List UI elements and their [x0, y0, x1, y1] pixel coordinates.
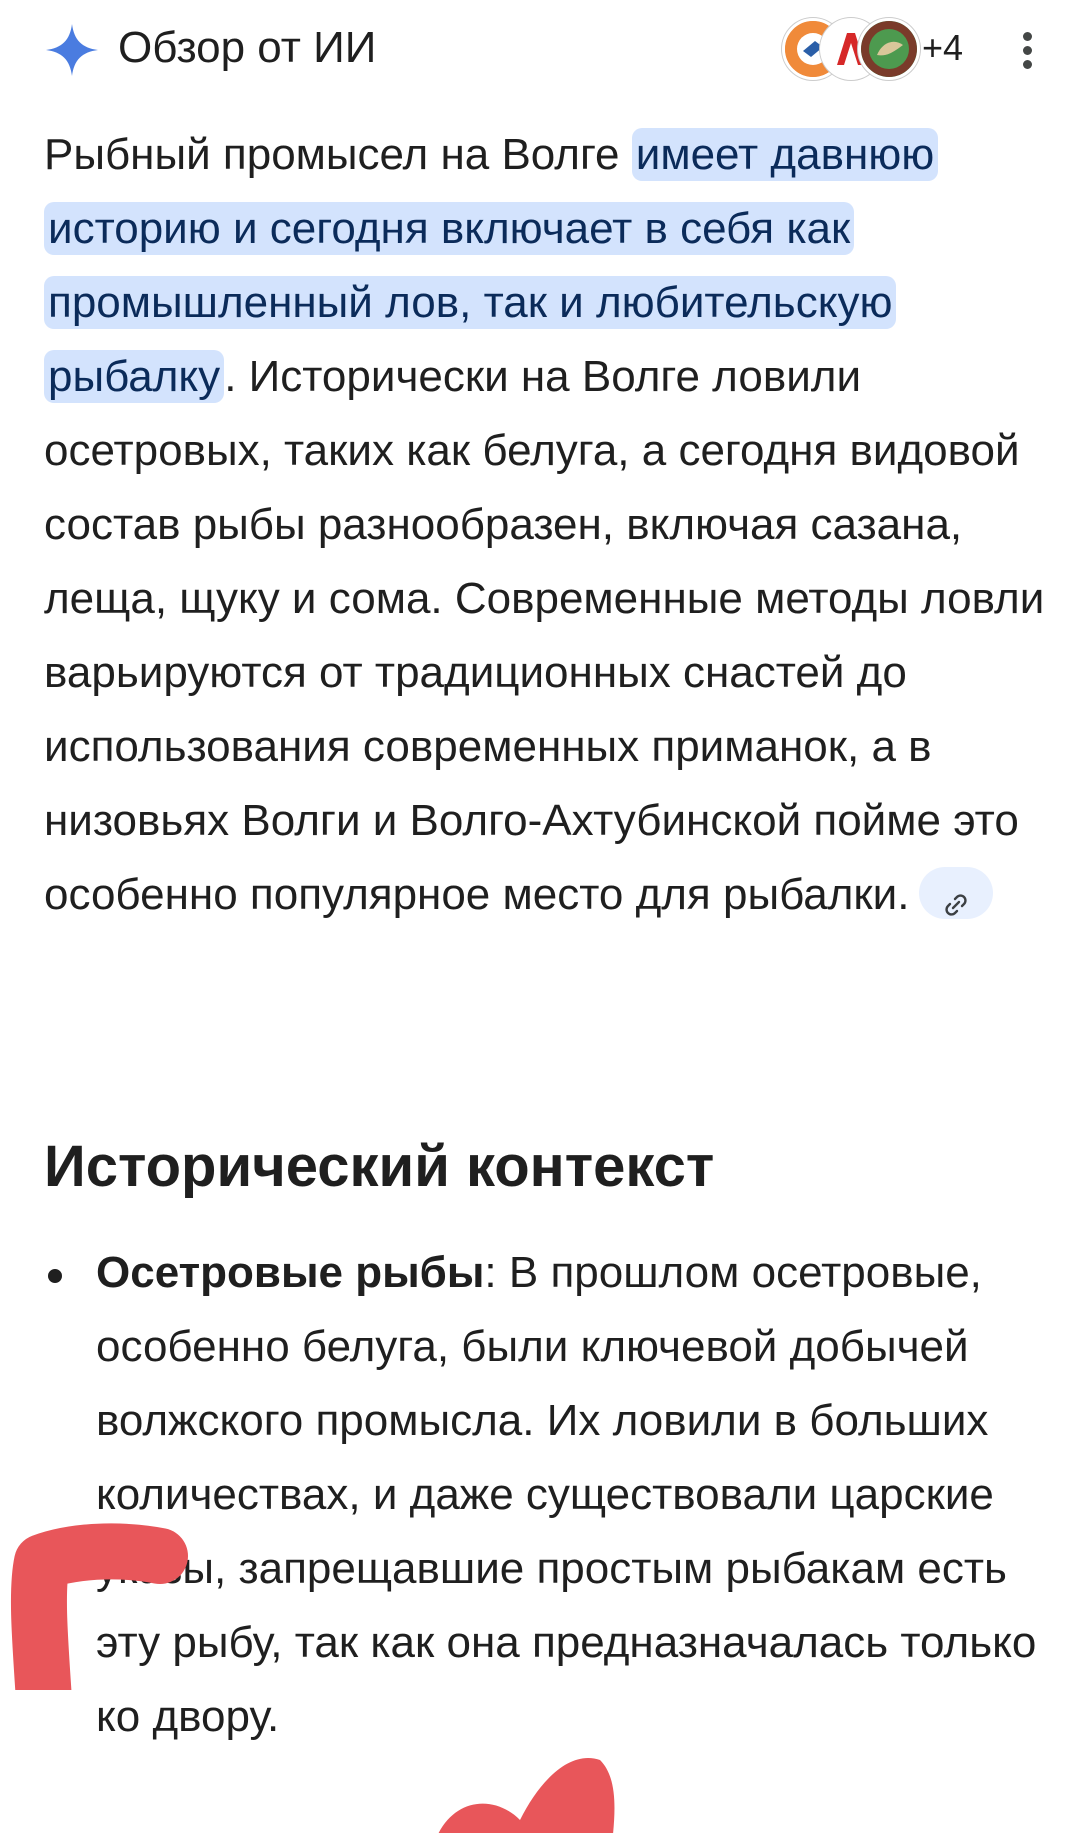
- more-sources-count[interactable]: +4: [922, 27, 964, 68]
- ai-overview-title: Обзор от ИИ: [118, 23, 377, 72]
- bullet-text: [96, 1236, 1054, 1754]
- highlighted-claim[interactable]: имеет давнюю историю и сегодня включает в себя как промышленный лов, так и любительскую рыбалку: [44, 128, 938, 403]
- section-heading: Исторический контекст: [44, 1134, 715, 1199]
- overview-summary: [44, 118, 1054, 932]
- ai-overview-header: [0, 0, 1080, 96]
- red-marker-scribble: [0, 1490, 200, 1690]
- more-options-icon[interactable]: [1010, 22, 1046, 78]
- ai-sparkle-icon: [44, 22, 100, 78]
- bullet-icon: [48, 1269, 62, 1283]
- link-icon: [943, 892, 969, 918]
- bullet-description: : В прошлом осетровые, особенно белуга, были ключевой добычей волжского промысла. Их ловили в больших количествах, и даже существовали царские указы, запрещавшие простым рыбакам есть эту рыбу, так как она предназначалась только ко двору.: [96, 1248, 1037, 1741]
- citation-link-button[interactable]: [919, 867, 993, 919]
- source-3-icon[interactable]: [858, 18, 920, 80]
- summary-intro: Рыбный промысел на Волге: [44, 130, 632, 179]
- red-marker-scribble: [420, 1720, 630, 1833]
- summary-rest: . Исторически на Волге ловили осетровых, таких как белуга, а сегодня видовой состав рыбы разнообразен, включая сазана, леща, щуку и сома. Современные методы ловли варьируются от традиционных снастей до использования современных приманок, а в низовьях Волги и Волго-Ахтубинской пойме это особенно популярное место для рыбалки.: [44, 352, 1045, 919]
- bullet-term: Осетровые рыбы: [96, 1248, 485, 1297]
